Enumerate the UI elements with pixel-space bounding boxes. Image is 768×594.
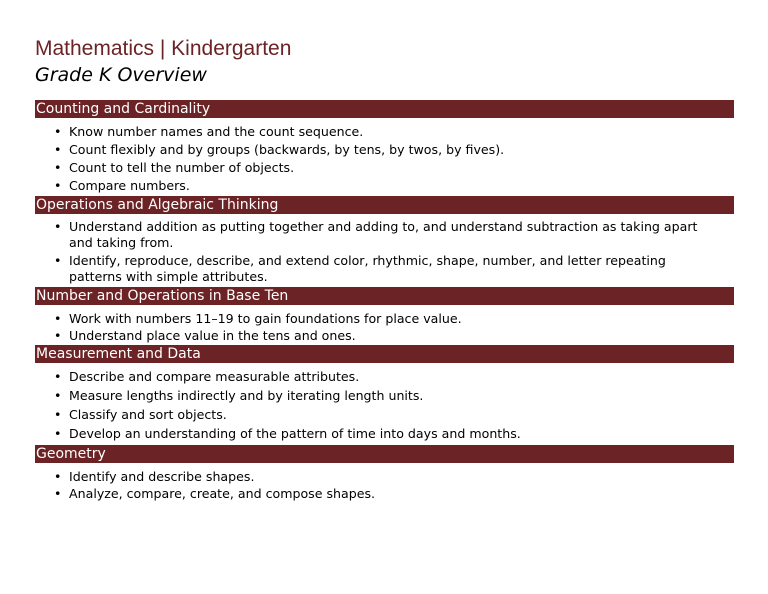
list-item: • Understand place value in the tens and ones.	[69, 328, 734, 344]
section-heading: Measurement and Data	[35, 345, 734, 363]
section-heading: Counting and Cardinality	[35, 100, 734, 118]
list-item: • Analyze, compare, create, and compose shapes.	[69, 486, 734, 502]
list-item: • Classify and sort objects.	[69, 407, 734, 423]
page-subtitle: Grade K Overview	[35, 64, 207, 86]
list-item: • Develop an understanding of the pattern of time into days and months.	[69, 426, 734, 442]
list-item: • Describe and compare measurable attributes.	[69, 369, 734, 385]
section-measurement-and-data	[35, 345, 734, 442]
bullet-list	[35, 463, 734, 502]
list-item: • Count flexibly and by groups (backwards, by tens, by twos, by fives).	[69, 142, 734, 158]
list-item: • Compare numbers.	[69, 178, 734, 194]
bullet-list	[35, 363, 734, 442]
list-item: • Identify, reproduce, describe, and extend color, rhythmic, shape, number, and letter repeating patterns with simple attributes.	[69, 253, 734, 285]
bullet-list	[35, 214, 734, 285]
list-item: • Count to tell the number of objects.	[69, 160, 734, 176]
list-item: • Work with numbers 11–19 to gain foundations for place value.	[69, 311, 734, 327]
list-item: • Understand addition as putting together and adding to, and understand subtraction as taking apart and taking from.	[69, 219, 734, 251]
section-counting-and-cardinality	[35, 100, 734, 194]
section-operations-and-algebraic-thinking	[35, 196, 734, 285]
document-page	[35, 36, 734, 503]
bullet-list	[35, 305, 734, 344]
section-geometry	[35, 445, 734, 502]
section-heading: Geometry	[35, 445, 734, 463]
page-title: Mathematics | Kindergarten	[35, 37, 292, 60]
bullet-list	[35, 118, 734, 194]
list-item: • Identify and describe shapes.	[69, 469, 734, 485]
section-heading: Operations and Algebraic Thinking	[35, 196, 734, 214]
list-item: • Measure lengths indirectly and by iterating length units.	[69, 388, 734, 404]
section-number-and-operations-in-base-ten	[35, 287, 734, 344]
list-item: • Know number names and the count sequence.	[69, 124, 734, 140]
section-heading: Number and Operations in Base Ten	[35, 287, 734, 305]
